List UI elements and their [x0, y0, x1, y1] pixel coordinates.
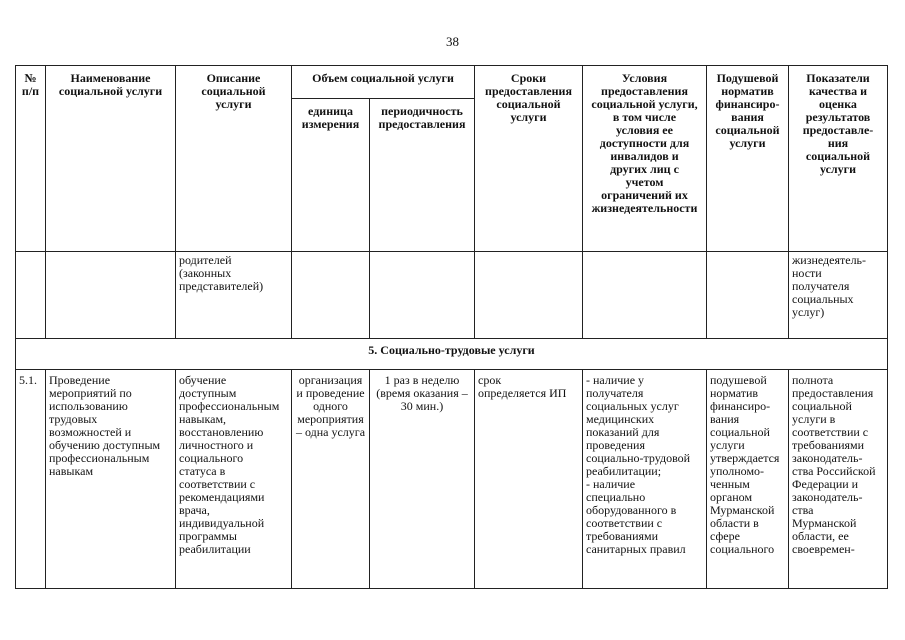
- cell-periodicity: [370, 252, 475, 339]
- cell-description: родителей (законных представителей): [176, 252, 292, 339]
- header-service-volume: Объем социальной услуги: [292, 66, 475, 99]
- header-num: № п/п: [16, 66, 46, 252]
- header-service-description: Описание социальной услуги: [176, 66, 292, 252]
- section-row: [16, 339, 888, 370]
- header-terms: Сроки предоставления социальной услуги: [475, 66, 583, 252]
- table-row: [16, 370, 888, 589]
- cell-terms: [475, 252, 583, 339]
- cell-norm: [707, 252, 789, 339]
- cell-unit: организация и проведение одного мероприятия – одна услуга: [292, 370, 370, 589]
- header-service-name: Наименование социальной услуги: [46, 66, 176, 252]
- header-periodicity: периодичность предоставления: [370, 99, 475, 252]
- cell-num: 5.1.: [16, 370, 46, 589]
- cell-terms: срок определяется ИП: [475, 370, 583, 589]
- cell-periodicity: 1 раз в неделю (время оказания – 30 мин.): [370, 370, 475, 589]
- cell-num: [16, 252, 46, 339]
- cell-norm: подушевой норматив финансиро- вания социальной услуги утверждается уполномо- ченным органом Мурманской области в сфере социального: [707, 370, 789, 589]
- cell-conditions: - наличие у получателя социальных услуг медицинских показаний для проведения социально-трудовой реабилитации; - наличие специально оборудованного в соответствии с требованиями санитарных правил: [583, 370, 707, 589]
- header-quality-indicators: Показатели качества и оценка результатов предоставле- ния социальной услуги: [789, 66, 888, 252]
- cell-quality: жизнедеятель- ности получателя социальных услуг): [789, 252, 888, 339]
- cell-name: [46, 252, 176, 339]
- header-conditions: Условия предоставления социальной услуги, в том числе условия ее доступности для инвалидов и других лиц с учетом ограничений их жизнедеятельности: [583, 66, 707, 252]
- section-title: 5. Социально-трудовые услуги: [16, 339, 888, 370]
- social-services-table: [15, 65, 888, 589]
- cell-quality: полнота предоставления социальной услуги в соответствии с требованиями законодатель- ства Российской Федерации и законодатель- ства Мурманской области, ее своевремен-: [789, 370, 888, 589]
- header-unit: единица измерения: [292, 99, 370, 252]
- page-number: 38: [446, 34, 459, 49]
- table-header-row: [16, 66, 888, 99]
- cell-name: Проведение мероприятий по использованию трудовых возможностей и обучению доступным профессиональным навыкам: [46, 370, 176, 589]
- cell-conditions: [583, 252, 707, 339]
- cell-unit: [292, 252, 370, 339]
- header-financing-norm: Подушевой норматив финансиро- вания социальной услуги: [707, 66, 789, 252]
- cell-description: обучение доступным профессиональным навыкам, восстановлению личностного и социального статуса в соответствии с рекомендациями врача, индивидуальной программы реабилитации: [176, 370, 292, 589]
- table-row: [16, 252, 888, 339]
